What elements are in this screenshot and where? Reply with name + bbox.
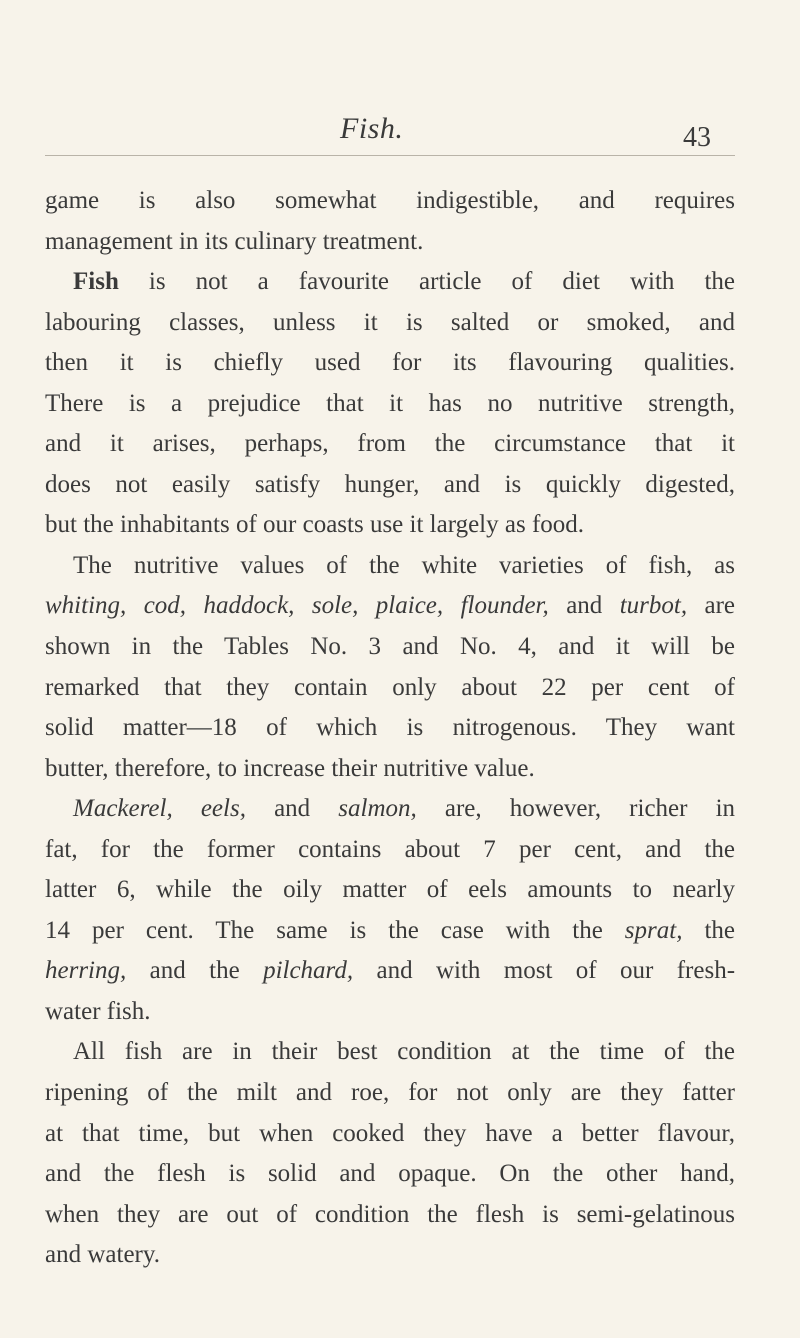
fish-name: whiting, bbox=[45, 592, 127, 620]
text-line bbox=[45, 262, 735, 303]
line-text: are, however, richer in bbox=[444, 795, 736, 823]
running-head bbox=[0, 112, 800, 152]
fish-name: salmon, bbox=[338, 795, 417, 823]
text-line: butter, therefore, to increase their nutritive value. bbox=[45, 754, 535, 782]
text-line bbox=[45, 789, 735, 830]
fish-name: pilchard, bbox=[263, 957, 354, 985]
text-line: water fish. bbox=[45, 997, 151, 1025]
fish-name: flounder, bbox=[460, 592, 549, 620]
fish-name: cod, bbox=[143, 592, 187, 620]
text-line: management in its culinary treatment. bbox=[45, 227, 424, 255]
text-line: then it is chiefly used for its flavouring qualities. bbox=[45, 349, 735, 377]
text-line: and the flesh is solid and opaque. On the other hand, bbox=[45, 1160, 735, 1188]
line-text: and with most of our fresh- bbox=[376, 957, 736, 985]
line-text: is not a favourite article of diet with the bbox=[118, 268, 735, 296]
text-line: shown in the Tables No. 3 and No. 4, and it will be bbox=[45, 633, 735, 661]
fish-name: plaice, bbox=[375, 592, 444, 620]
text-line: labouring classes, unless it is salted or smoked, and bbox=[45, 308, 735, 336]
text-line: solid matter—18 of which is nitrogenous. They want bbox=[45, 714, 735, 742]
line-text: and bbox=[274, 795, 311, 823]
body-text bbox=[45, 181, 735, 1276]
page-number: 43 bbox=[683, 122, 711, 153]
line-text: and bbox=[566, 592, 603, 620]
line-text: the bbox=[704, 916, 735, 944]
line-text: and the bbox=[149, 957, 240, 985]
text-line: and watery. bbox=[45, 1241, 160, 1269]
text-line bbox=[45, 911, 735, 952]
text-line: remarked that they contain only about 22 per cent of bbox=[45, 673, 735, 701]
text-line: ripening of the milt and roe, for not only are they fatter bbox=[45, 1079, 735, 1107]
fish-name: herring, bbox=[45, 957, 127, 985]
text-line: All fish are in their best condition at the time of the bbox=[73, 1038, 735, 1066]
text-line bbox=[45, 586, 735, 627]
text-line: and it arises, perhaps, from the circumstance that it bbox=[45, 430, 735, 458]
fish-name: eels, bbox=[200, 795, 246, 823]
text-line: fat, for the former contains about 7 per cent, and the bbox=[45, 835, 735, 863]
text-line: does not easily satisfy hunger, and is quickly digested, bbox=[45, 470, 735, 498]
fish-name: sole, bbox=[311, 592, 359, 620]
line-text: are bbox=[704, 592, 736, 620]
fish-name: Mackerel, bbox=[73, 795, 173, 823]
line-text: 14 per cent. The same is the case with the bbox=[45, 916, 603, 944]
text-line bbox=[45, 951, 735, 992]
fish-name: sprat, bbox=[624, 916, 683, 944]
text-line: when they are out of condition the flesh is semi-gelatinous bbox=[45, 1200, 735, 1228]
running-title: Fish. bbox=[340, 112, 404, 145]
text-line: but the inhabitants of our coasts use it largely as food. bbox=[45, 511, 585, 539]
text-line: The nutritive values of the white varieties of fish, as bbox=[73, 551, 735, 579]
header-rule bbox=[45, 155, 735, 156]
text-line: at that time, but when cooked they have a better flavour, bbox=[45, 1119, 735, 1147]
text-line: game is also somewhat indigestible, and requires bbox=[45, 187, 735, 214]
paragraph-lead-word: Fish bbox=[73, 268, 119, 296]
fish-name: haddock, bbox=[203, 592, 295, 620]
fish-name: turbot, bbox=[619, 592, 688, 620]
text-line: There is a prejudice that it has no nutritive strength, bbox=[45, 389, 735, 417]
text-line: latter 6, while the oily matter of eels amounts to nearly bbox=[45, 876, 735, 904]
